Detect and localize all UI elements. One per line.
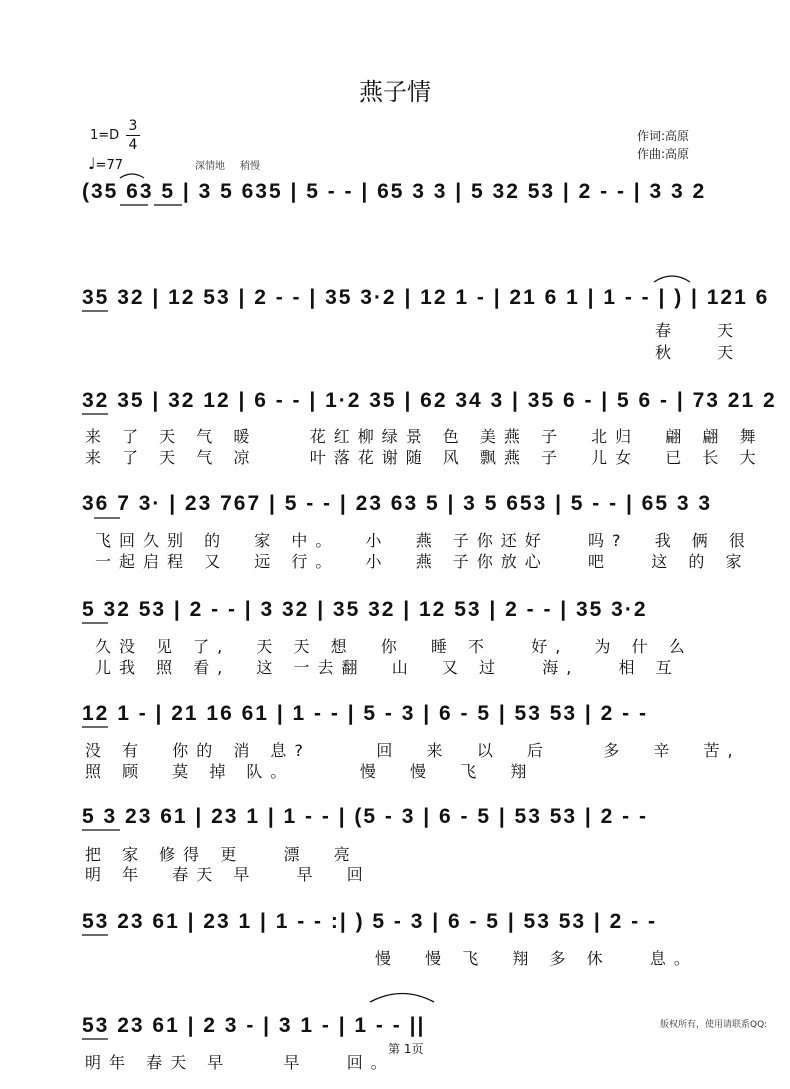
lyric-line-6a: 没 有 你的 消 息? 回 来 以 后 多 辛 苦,	[85, 741, 741, 760]
time-signature-divider	[126, 135, 140, 136]
notation-line-2: 35 32 | 12 53 | 2 - - | 35 3·2 | 12 1 - | 21 6 1 | 1 - - | ) | 121 6	[82, 286, 770, 309]
lyric-line-2b: 秋 天	[655, 343, 746, 362]
lyric-line-5a: 久没 见 了, 天 天 想 你 睡 不 好, 为 什 么	[95, 637, 693, 656]
notation-line-5: 5 32 53 | 2 - - | 3 32 | 35 32 | 12 53 | 2 - - | 35 3·2	[82, 598, 648, 621]
notation-line-7: 5 3 23 61 | 23 1 | 1 - - | (5 - 3 | 6 - 5 | 53 53 | 2 - -	[82, 805, 648, 828]
notation-line-6: 12 1 - | 21 16 61 | 1 - - | 5 - 3 | 6 - 5 | 53 53 | 2 - -	[82, 702, 648, 725]
notation-line-3: 32 35 | 32 12 | 6 - - | 1·2 35 | 62 34 3 | 35 6 - | 5 6 - | 73 21 2	[82, 389, 777, 412]
time-signature-bottom: 4	[128, 137, 138, 153]
tempo-marking	[88, 154, 123, 173]
time-signature	[126, 118, 140, 153]
lyric-line-9: 明年 春天 早 早 回。	[85, 1053, 395, 1072]
notation-line-4: 36 7 3· | 23 767 | 5 - - | 23 63 5 | 3 5 653 | 5 - - | 65 3 3	[82, 492, 713, 515]
lyricist-credit: 作词:高原	[637, 129, 690, 143]
lyric-line-4b: 一起启程 又 远 行。 小 燕 子你放心 吧 这 的 家	[95, 552, 750, 571]
song-title: 燕子情	[359, 78, 431, 106]
time-signature-top: 3	[128, 118, 138, 134]
lyric-line-5b: 儿我 照 看, 这 一去翻 山 又 过 海, 相 互	[95, 658, 680, 677]
notation-line-1: (35 63 5 | 3 5 635 | 5 - - | 65 3 3 | 5 32 53 | 2 - - | 3 3 2	[82, 180, 707, 203]
lyric-line-3b: 来 了 天 气 凉 叶落花谢随 风 飘燕 子 儿女 已 长 大	[85, 448, 764, 467]
expression-mark-2: 稍慢	[240, 161, 260, 172]
lyric-line-3a: 来 了 天 气 暖 花红柳绿景 色 美燕 子 北归 翩 翩 舞	[85, 427, 764, 446]
lyric-line-8: 慢 慢 飞 翔 多 休 息。	[375, 949, 698, 968]
page-number: 第 1页	[388, 1042, 424, 1056]
lyric-line-7b: 明 年 春天 早 早 回	[85, 865, 371, 884]
composer-credit: 作曲:高原	[637, 147, 690, 161]
quarter-note-icon: ♩	[88, 154, 96, 173]
notation-line-8: 53 23 61 | 23 1 | 1 - - :| ) 5 - 3 | 6 - 5 | 53 53 | 2 - -	[82, 910, 657, 933]
lyric-line-4a: 飞回久别 的 家 中。 小 燕 子你还好 吗? 我 俩 很	[95, 531, 753, 550]
lyric-line-2a: 春 天	[655, 321, 746, 340]
lyric-line-7a: 把 家 修得 更 漂 亮	[85, 845, 358, 864]
lyric-line-6b: 照 顾 莫 掉 队。 慢 慢 飞 翔	[85, 762, 535, 781]
tempo-value: =77	[95, 158, 123, 173]
key-signature: 1=D	[90, 128, 120, 143]
expression-mark-1: 深情地	[195, 161, 225, 172]
copyright-notice: 版权所有，使用请联系QQ:	[660, 1020, 768, 1030]
notation-line-9: 53 23 61 | 2 3 - | 3 1 - | 1 - - ||	[82, 1014, 426, 1037]
